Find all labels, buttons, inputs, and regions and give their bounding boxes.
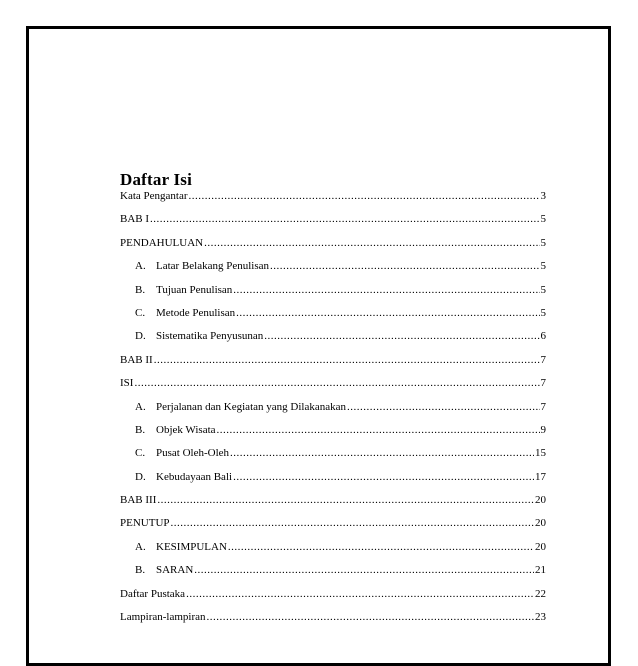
toc-entry-label: SARAN	[156, 564, 194, 577]
toc-entry-page-number: 5	[540, 213, 546, 226]
toc-entry-marker: C.	[135, 306, 146, 319]
toc-entry	[120, 260, 546, 283]
toc-dot-leader	[189, 190, 540, 202]
toc-dot-leader	[134, 377, 539, 389]
toc-dot-leader	[264, 330, 539, 342]
toc-dot-leader	[157, 494, 534, 506]
toc-entry-marker: C.	[135, 447, 146, 460]
toc-entry-label: Sistematika Penyusunan	[156, 330, 264, 343]
toc-entry-label: BAB III	[120, 494, 157, 507]
toc-entry-label: Daftar Pustaka	[120, 587, 186, 600]
toc-entry-label: Latar Belakang Penulisan	[156, 260, 270, 273]
toc-dot-leader	[233, 471, 534, 483]
toc-entry-marker: B.	[135, 423, 146, 436]
toc-entry-marker: B.	[135, 283, 146, 296]
toc-dot-leader	[228, 541, 534, 553]
toc-entry	[120, 494, 546, 517]
toc-entry-label: Kebudayaan Bali	[156, 470, 233, 483]
toc-entry-label: KESIMPULAN	[156, 540, 227, 553]
toc-entry-page-number: 20	[535, 494, 546, 507]
toc-entry-marker: B.	[135, 564, 146, 577]
toc-entry-page-number: 7	[540, 353, 546, 366]
toc-entry-page-number: 20	[535, 517, 546, 530]
table-of-contents	[120, 190, 546, 634]
toc-dot-leader	[204, 237, 539, 249]
toc-entry-page-number: 15	[535, 447, 546, 460]
toc-dot-leader	[154, 354, 540, 366]
toc-dot-leader	[270, 260, 539, 272]
toc-entry	[120, 541, 546, 564]
toc-entry	[120, 611, 546, 634]
toc-entry	[120, 330, 546, 353]
toc-entry	[120, 354, 546, 377]
toc-entry-label: Kata Pengantar	[120, 190, 188, 202]
toc-entry-page-number: 17	[535, 470, 546, 483]
toc-entry-label: PENDAHULUAN	[120, 236, 204, 249]
toc-entry-marker: D.	[135, 470, 146, 483]
page-title: Daftar Isi	[120, 170, 193, 189]
toc-entry-page-number: 5	[540, 283, 546, 296]
toc-entry	[120, 377, 546, 400]
toc-dot-leader	[233, 284, 539, 296]
toc-entry-label: Metode Penulisan	[156, 306, 236, 319]
toc-dot-leader	[236, 307, 539, 319]
toc-entry	[120, 284, 546, 307]
toc-dot-leader	[347, 401, 540, 413]
toc-entry-marker: A.	[135, 260, 146, 273]
toc-entry-page-number: 5	[540, 236, 546, 249]
toc-entry-page-number: 5	[540, 306, 546, 319]
toc-entry-label: ISI	[120, 377, 134, 390]
toc-entry	[120, 307, 546, 330]
toc-entry-label: Lampiran-lampiran	[120, 611, 206, 624]
toc-entry-marker: D.	[135, 330, 146, 343]
toc-entry-label: BAB II	[120, 353, 153, 366]
toc-entry	[120, 401, 546, 424]
toc-entry	[120, 190, 546, 213]
toc-entry-label: BAB I	[120, 213, 150, 226]
toc-entry-page-number: 5	[540, 260, 546, 273]
toc-dot-leader	[150, 213, 539, 225]
toc-entry	[120, 564, 546, 587]
toc-entry	[120, 471, 546, 494]
toc-entry-page-number: 9	[540, 423, 546, 436]
toc-entry-page-number: 7	[540, 400, 546, 413]
toc-entry-label: PENUTUP	[120, 517, 170, 530]
toc-entry-page-number: 3	[540, 190, 546, 202]
toc-entry-marker: A.	[135, 400, 146, 413]
toc-entry	[120, 588, 546, 611]
toc-entry	[120, 213, 546, 236]
toc-dot-leader	[194, 564, 534, 576]
toc-entry-page-number: 22	[535, 587, 546, 600]
toc-dot-leader	[186, 588, 534, 600]
toc-entry-page-number: 23	[535, 611, 546, 624]
toc-entry-label: Pusat Oleh-Oleh	[156, 447, 230, 460]
toc-entry-page-number: 6	[540, 330, 546, 343]
toc-entry-page-number: 7	[540, 377, 546, 390]
toc-entry	[120, 517, 546, 540]
toc-dot-leader	[171, 517, 534, 529]
toc-dot-leader	[230, 447, 534, 459]
toc-dot-leader	[207, 611, 534, 623]
toc-dot-leader	[217, 424, 540, 436]
toc-entry-page-number: 21	[535, 564, 546, 577]
toc-entry-label: Objek Wisata	[156, 423, 216, 436]
toc-entry-label: Tujuan Penulisan	[156, 283, 233, 296]
toc-entry-label: Perjalanan dan Kegiatan yang Dilakanakan	[156, 400, 346, 413]
toc-entry	[120, 447, 546, 470]
toc-entry	[120, 237, 546, 260]
toc-entry	[120, 424, 546, 447]
toc-entry-marker: A.	[135, 540, 146, 553]
toc-entry-page-number: 20	[535, 540, 546, 553]
